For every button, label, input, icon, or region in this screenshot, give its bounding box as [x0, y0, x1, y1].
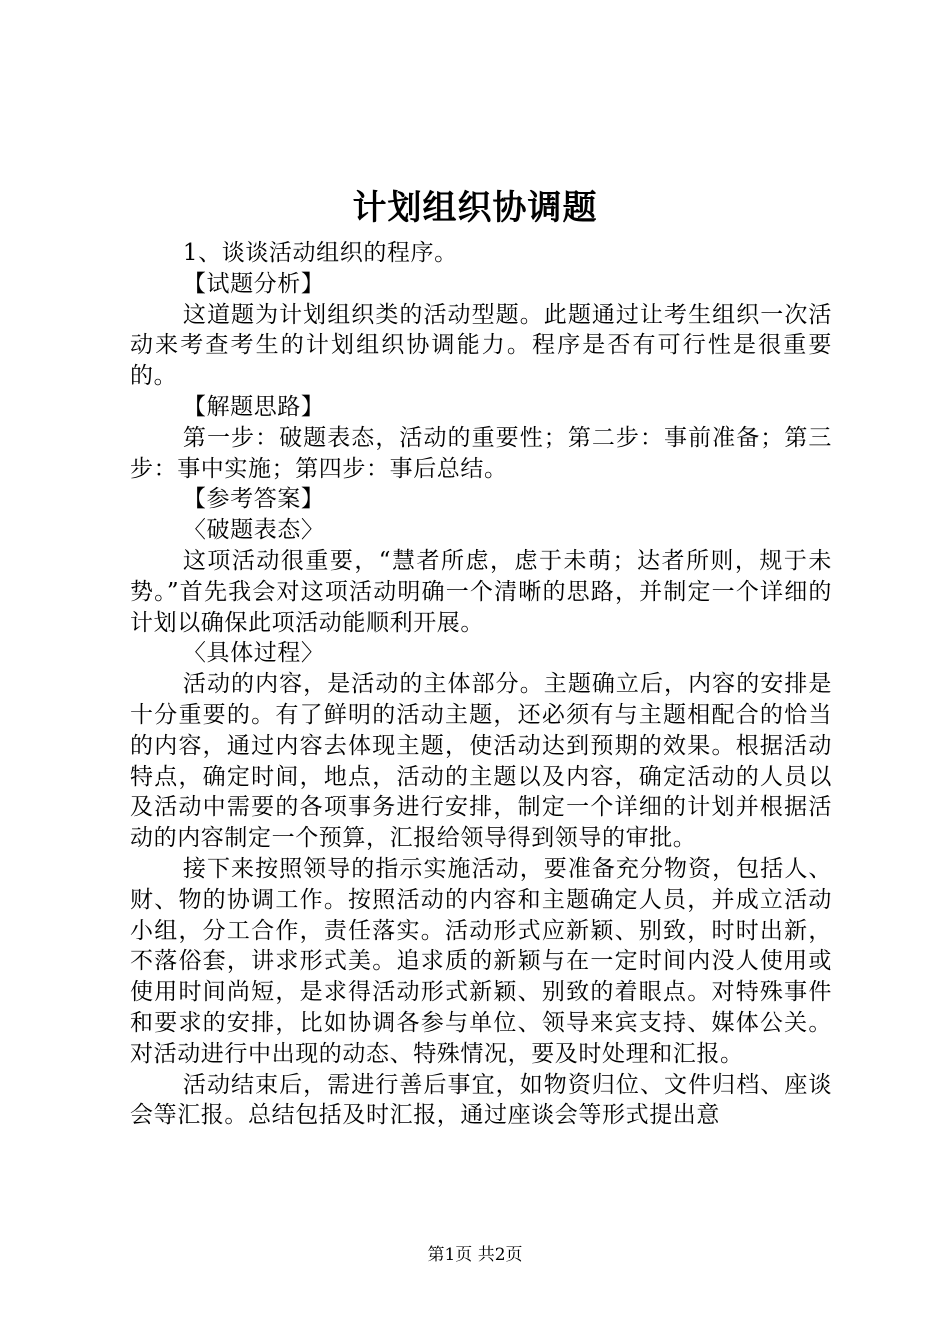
- document-body: [130, 238, 832, 1131]
- section-heading-analysis: 【试题分析】: [182, 270, 325, 297]
- section-heading-approach: 【解题思路】: [182, 393, 325, 420]
- subheading-stance: 〈破题表态〉: [182, 517, 325, 544]
- process-paragraph-content: 活动的内容，是活动的主体部分。主题确立后，内容的安排是十分重要的。有了鲜明的活动主题，还必须有与主题相配合的恰当的内容，通过内容去体现主题，使活动达到预期的效果。根据活动特点，确定时间，地点，活动的主题以及内容，确定活动的人员以及活动中需要的各项事务进行安排，制定一个详细的计划并根据活动的内容制定一个预算，汇报给领导得到领导的审批。: [130, 671, 832, 852]
- subheading-process: 〈具体过程〉: [182, 640, 325, 667]
- stance-paragraph: 这项活动很重要，“慧者所虑，虑于未萌；达者所则，规于未势。”首先我会对这项活动明确一个清晰的思路，并制定一个详细的计划以确保此项活动能顺利开展。: [130, 547, 832, 636]
- section-heading-answer: 【参考答案】: [182, 486, 325, 513]
- document-title: 计划组织协调题: [352, 188, 598, 228]
- analysis-paragraph: 这道题为计划组织类的活动型题。此题通过让考生组织一次活动来考查考生的计划组织协调能力。程序是否有可行性是很重要的。: [130, 301, 832, 390]
- question-paragraph: 1、谈谈活动组织的程序。: [182, 240, 458, 266]
- approach-paragraph: 第一步：破题表态，活动的重要性；第二步：事前准备；第三步：事中实施；第四步：事后总结。: [130, 424, 832, 482]
- page-footer: 第1页 共2页: [427, 1245, 523, 1265]
- process-paragraph-implementation: 接下来按照领导的指示实施活动，要准备充分物资，包括人、财、物的协调工作。按照活动的内容和主题确定人员，并成立活动小组，分工合作，责任落实。活动形式应新颖、别致，时时出新，不落俗套，讲求形式美。追求质的新颖与在一定时间内没人使用或使用时间尚短，是求得活动形式新颖、别致的着眼点。对特殊事件和要求的安排，比如协调各参与单位、领导来宾支持、媒体公关。对活动进行中出现的动态、特殊情况，要及时处理和汇报。: [130, 855, 832, 1067]
- process-paragraph-summary: 活动结束后，需进行善后事宜，如物资归位、文件归档、座谈会等汇报。总结包括及时汇报，通过座谈会等形式提出意: [130, 1071, 832, 1129]
